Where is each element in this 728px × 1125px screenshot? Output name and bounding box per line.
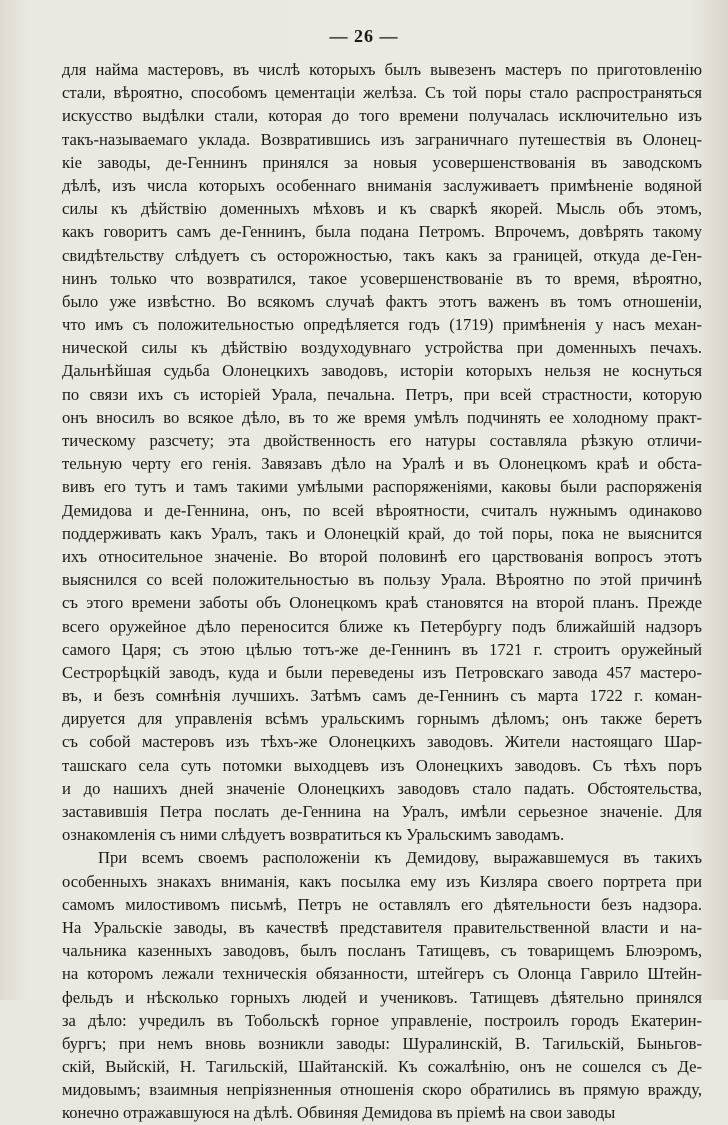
text-line: Сестрорѣцкій заводъ, куда и были переведены изъ Петровскаго завода 457 мастеро- (62, 662, 702, 682)
text-line: При всемъ своемъ расположеніи къ Демидову, выражавшемуся въ такихъ (98, 848, 702, 868)
text-line: ихъ относительное значеніе. Во второй половинѣ его царствованія вопросъ этотъ (62, 546, 702, 566)
text-line: нической силы къ дѣйствію воздуходувнаго устройства при доменныхъ печахъ. (62, 338, 702, 358)
text-line: съ собой мастеровъ изъ тѣхъ-же Олонецкихъ заводовъ. Жители настоящаго Шар- (62, 732, 702, 752)
paragraph (62, 58, 702, 846)
body-text (62, 58, 702, 1125)
text-line: по связи ихъ съ исторіей Урала, печальна. Петръ, при всей страстности, которую (62, 384, 702, 404)
text-line: кіе заводы, де-Геннинъ принялся за новыя усовершенствованія въ заводскомъ (62, 152, 702, 172)
page-number: — 26 — (329, 26, 399, 46)
text-line: что имъ съ положительностью опредѣляется годъ (1719) примѣненія у насъ механ- (62, 315, 702, 335)
text-line: стали, вѣроятно, способомъ цементаціи желѣза. Съ той поры стало распространяться (62, 83, 702, 103)
text-line: и до нашихъ дней значеніе Олонецкихъ заводовъ стало падать. Обстоятельства, (62, 778, 702, 798)
text-line: фельдъ и нѣсколько горныхъ людей и учениковъ. Татищевъ дѣятельно принялся (62, 987, 702, 1007)
text-line: скій, Выйскій, Н. Тагильскій, Шайтанскій. Къ сожалѣнію, онъ не сошелся съ Де- (62, 1057, 702, 1077)
text-line: за дѣло: учредилъ въ Тобольскѣ горное управленіе, построилъ городъ Екатерин- (62, 1010, 702, 1030)
text-line: особенныхъ знакахъ вниманія, какъ посылка ему изъ Кизляра своего портрета при (62, 871, 702, 891)
text-line: свидѣтельству слѣдуетъ съ осторожностью, такъ какъ за границей, откуда де-Ген- (62, 245, 702, 265)
text-line: На Уральскіе заводы, въ качествѣ представителя правительственной власти и на- (62, 917, 702, 937)
text-line: чальника казенныхъ заводовъ, былъ посланъ Татищевъ, съ товарищемъ Блюэромъ, (62, 941, 702, 961)
text-line: дируется для управленія всѣмъ уральскимъ горнымъ дѣломъ; онъ также беретъ (62, 709, 702, 729)
text-line: всего оружейное дѣло переносится ближе къ Петербургу подъ ближайшій надзоръ (62, 616, 702, 636)
text-line: съ этого времени заботы объ Олонецкомъ краѣ становятся на второй планъ. Прежде (62, 593, 702, 613)
text-line: конечно отражавшуюся на дѣлѣ. Обвиняя Демидова въ пріемѣ на свои заводы (62, 1103, 616, 1123)
text-line: тельную черту его генія. Завязавъ дѣло на Уралѣ и въ Олонецкомъ краѣ и обста- (62, 454, 702, 474)
text-line: на которомъ лежали техническія обязанности, штейгеръ съ Олонца Гаврило Штейн- (62, 964, 702, 984)
text-line: Демидова и де-Геннина, онъ, по всей вѣроятности, считалъ нужнымъ одинаково (62, 500, 702, 520)
text-line: было уже извѣстно. Во всякомъ случаѣ фактъ этотъ важенъ въ томъ отношеніи, (62, 291, 702, 311)
text-line: самомъ милостивомъ письмѣ, Петръ не оставлялъ его дѣятельности безъ надзора. (62, 894, 702, 914)
text-line: заставившія Петра послать де-Геннина на Уралъ, имѣли серьезное значеніе. Для (62, 802, 702, 821)
text-line: какъ говоритъ самъ де-Геннинъ, была подана Петромъ. Впрочемъ, довѣрять такому (62, 222, 702, 242)
text-line: искусство выдѣлки стали, которая до того времени получалась исключительно изъ (62, 106, 702, 126)
text-line: нинъ только что возвратился, такое усовершенствованіе въ то время, вѣроятно, (62, 268, 702, 288)
text-line: ознакомленія съ ними слѣдуетъ возвратиться къ Уральскимъ заводамъ. (62, 825, 565, 845)
text-line: бургъ; при немъ вновь возникли заводы: Шуралинскій, В. Тагильскій, Быньгов- (62, 1033, 702, 1053)
text-line: въ, и безъ сомнѣнія лучшихъ. Затѣмъ самъ де-Геннинъ съ марта 1722 г. коман- (62, 686, 702, 706)
text-line: ташскаго села суть потомки выходцевъ изъ Олонецкихъ заводовъ. Съ тѣхъ поръ (62, 755, 702, 775)
paragraph (62, 846, 702, 1124)
text-line: мидовымъ; взаимныя непріязненныя отношенія скоро обратились въ прямую вражду, (62, 1080, 702, 1100)
text-line: выяснился со всей положительностью въ пользу Урала. Вѣроятно по этой причинѣ (62, 570, 702, 590)
text-line: поддерживать какъ Уралъ, такъ и Олонецкій край, до той поры, пока не выяснится (62, 523, 702, 543)
text-line: самого Царя; съ этою цѣлью тотъ-же де-Геннинъ въ 1721 г. строитъ оружейный (62, 639, 702, 659)
text-line: дѣлѣ, изъ числа которыхъ особеннаго вниманія заслуживаетъ примѣненіе водяной (62, 175, 702, 195)
text-line: для найма мастеровъ, въ числѣ которыхъ былъ вывезенъ мастеръ по приготовленію (62, 60, 702, 79)
text-line: вивъ его тутъ и тамъ такими умѣлыми распоряженіями, каковы были распоряженія (62, 477, 702, 497)
text-line: тическому разсчету; эта двойственность его натуры составляла рѣзкую отличи- (62, 431, 702, 450)
text-line: такъ-называемаго уклада. Возвратившись изъ заграничнаго путешествія въ Олонец- (62, 129, 702, 149)
text-line: силы къ дѣйствію доменныхъ мѣховъ и къ сваркѣ якорей. Мысль объ этомъ, (62, 199, 702, 219)
text-line: Дальнѣйшая судьба Олонецкихъ заводовъ, исторіи которыхъ нельзя не коснуться (62, 361, 702, 381)
text-line: онъ вносилъ во всякое дѣло, въ то же время умѣлъ подчинять ее холодному практ- (62, 407, 702, 427)
